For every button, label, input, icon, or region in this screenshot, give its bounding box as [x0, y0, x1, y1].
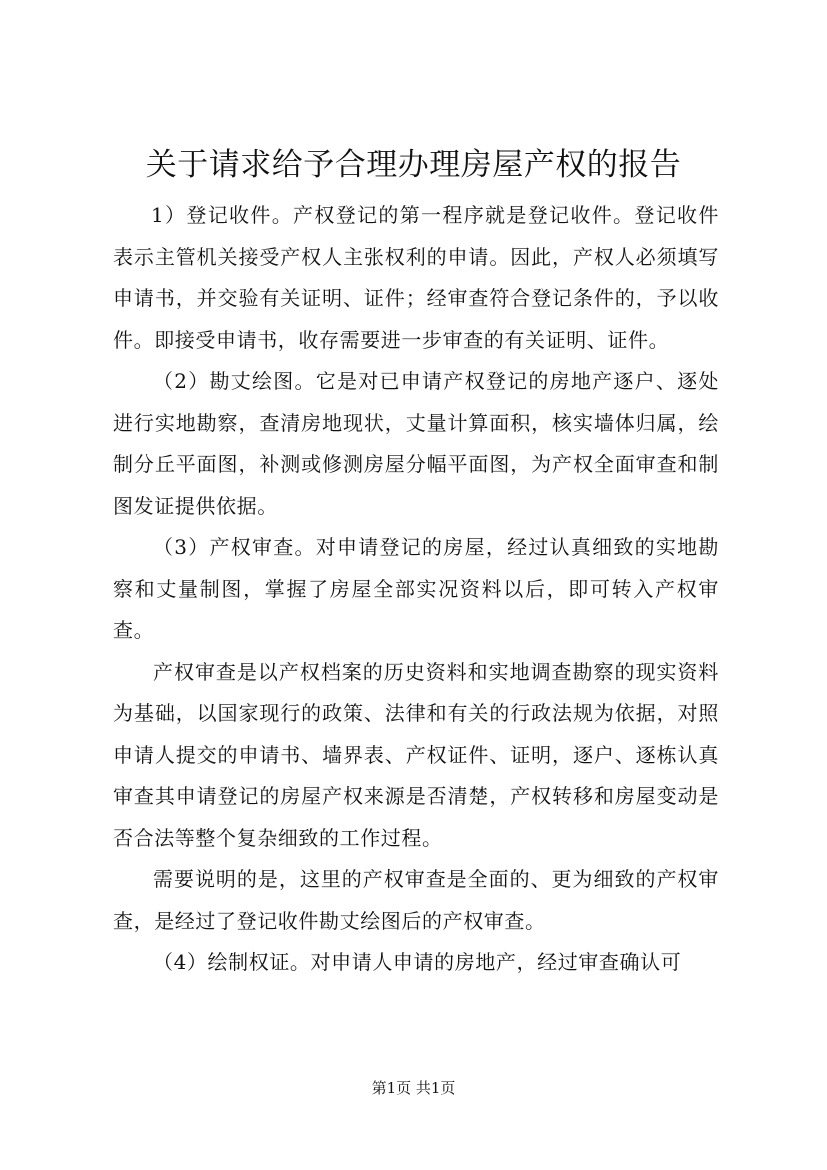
paragraph-survey: （2）勘丈绘图。它是对已申请产权登记的房地产逐户、逐处进行实地勘察，查清房地现状，丈量计算面积，核实墙体归属，绘制分丘平面图，补测或修测房屋分幅平面图，为产权全面审查和制图发证提供依据。	[113, 369, 719, 518]
page-footer: 第1页 共1页	[371, 1079, 456, 1097]
paragraph-review: （3）产权审查。对申请登记的房屋，经过认真细致的实地勘察和丈量制图，掌握了房屋全部实况资料以后，即可转入产权审查。	[113, 535, 719, 642]
paragraph-certificate: （4）绘制权证。对申请人申请的房地产，经过审查确认可	[153, 950, 682, 974]
paragraph-review-detail: 产权审查是以产权档案的历史资料和实地调查勘察的现实资料为基础，以国家现行的政策、法律和有关的行政法规为依据，对照申请人提交的申请书、墙界表、产权证件、证明，逐户、逐栋认真审查其申请登记的房屋产权来源是否清楚，产权转移和房屋变动是否合法等整个复杂细致的工作过程。	[113, 659, 719, 850]
document-body	[113, 195, 719, 984]
paragraph-registration: 1）登记收件。产权登记的第一程序就是登记收件。登记收件表示主管机关接受产权人主张权利的申请。因此，产权人必须填写申请书，并交验有关证明、证件；经审查符合登记条件的，予以收件。即接受申请书，收存需要进一步审查的有关证明、证件。	[113, 203, 719, 352]
document-title: 关于请求给予合理办理房屋产权的报告	[145, 147, 682, 183]
paragraph-note: 需要说明的是，这里的产权审查是全面的、更为细致的产权审查，是经过了登记收件勘丈绘图后的产权审查。	[113, 867, 719, 933]
